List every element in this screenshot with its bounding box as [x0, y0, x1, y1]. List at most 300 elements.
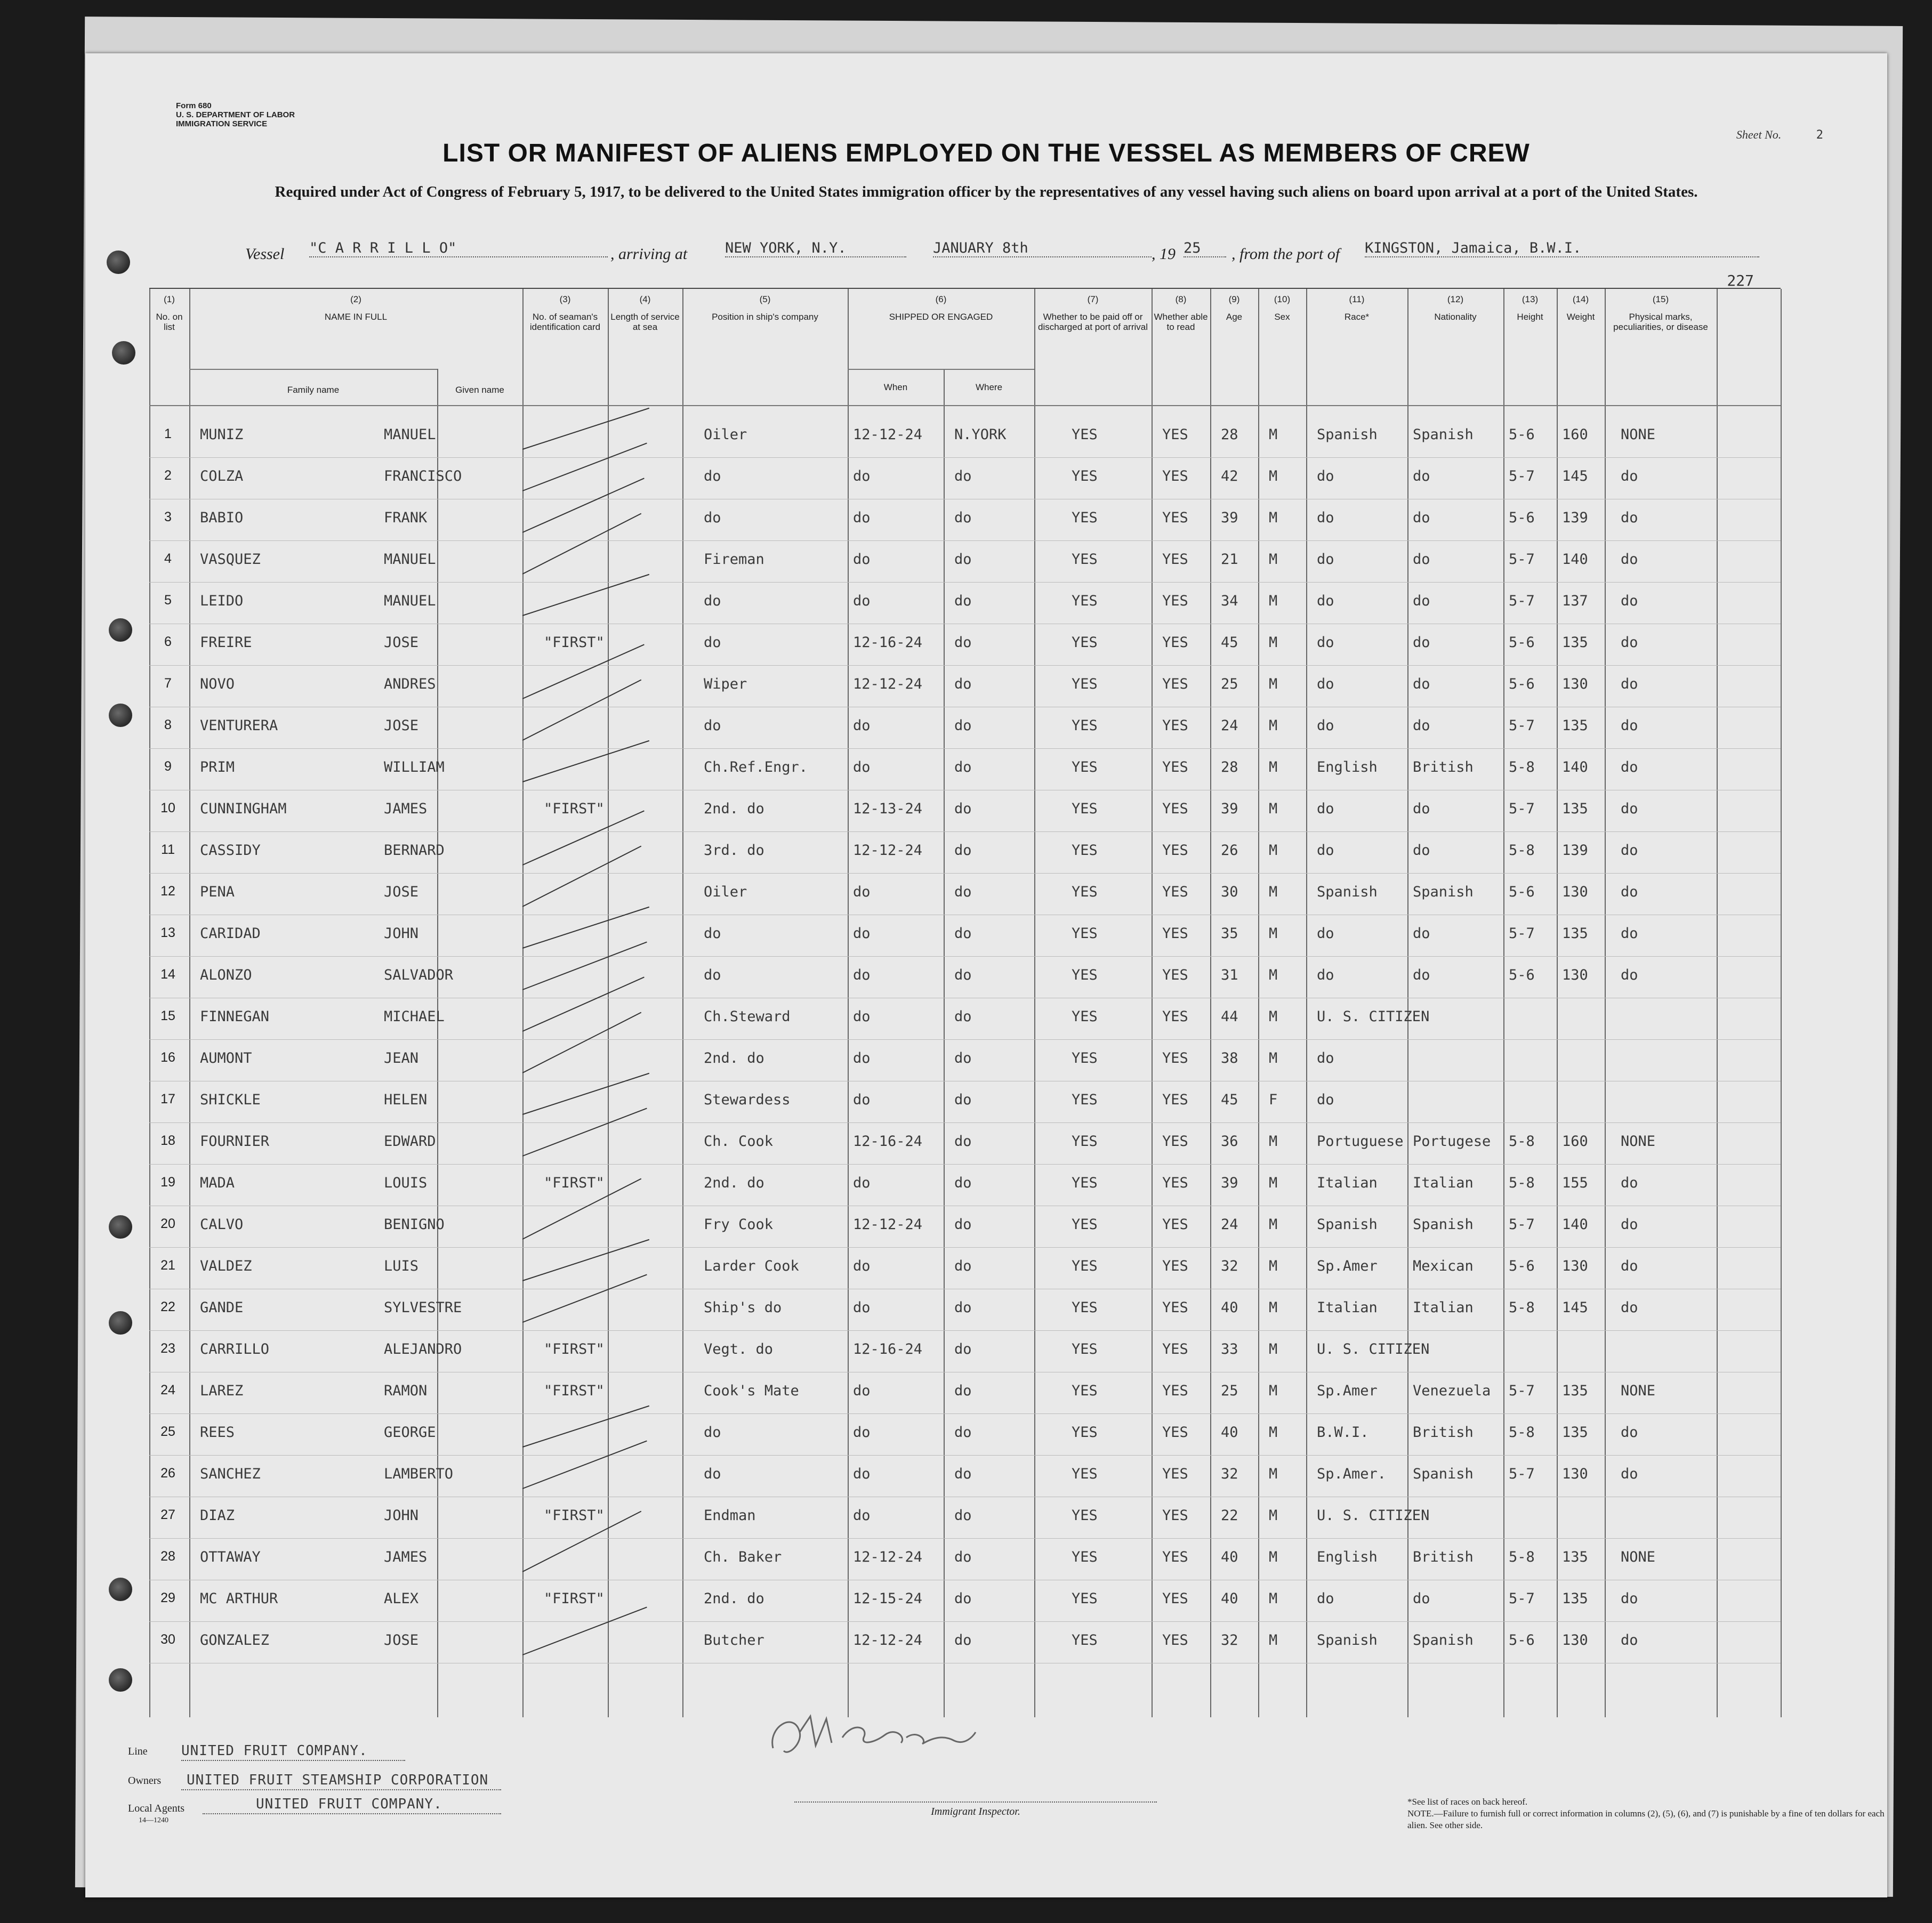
- cell-no: 1: [164, 426, 172, 441]
- cell-family: NOVO: [200, 676, 235, 692]
- cell-where: do: [954, 1383, 972, 1399]
- cell-height: 5-6: [1509, 426, 1535, 443]
- cell-no: 30: [160, 1632, 175, 1647]
- footnote-races: *See list of races on back hereof.: [1407, 1797, 1528, 1807]
- cell-marks: do: [1621, 1216, 1638, 1233]
- cell-no: 14: [160, 967, 175, 982]
- column-subheader-family: Family name: [287, 385, 340, 395]
- cell-when: 12-12-24: [853, 676, 923, 692]
- page-title: LIST OR MANIFEST OF ALIENS EMPLOYED ON THE VESSEL AS MEMBERS OF CREW: [442, 139, 1530, 167]
- agents-label: Local Agents: [128, 1803, 185, 1814]
- cell-age: 45: [1221, 1092, 1238, 1108]
- cell-when: do: [853, 925, 871, 942]
- cell-given: RAMON: [384, 1383, 428, 1399]
- cell-age: 25: [1221, 1383, 1238, 1399]
- cell-no: 29: [160, 1590, 175, 1605]
- cell-where: do: [954, 884, 972, 900]
- cell-paid: YES: [1072, 593, 1098, 609]
- cell-race: do: [1317, 593, 1334, 609]
- cell-read: YES: [1162, 510, 1188, 526]
- cell-height: 5-7: [1509, 593, 1535, 609]
- cell-card: "FIRST": [544, 1507, 605, 1524]
- cell-marks: do: [1621, 925, 1638, 942]
- cell-position: Fry Cook: [704, 1216, 774, 1233]
- column-header-read: (8) Whether able to read: [1154, 294, 1208, 332]
- cell-marks: do: [1621, 759, 1638, 775]
- vessel-label: Vessel: [245, 245, 285, 263]
- cell-weight: 135: [1562, 925, 1588, 942]
- cell-family: LAREZ: [200, 1383, 244, 1399]
- cell-card: "FIRST": [544, 1341, 605, 1358]
- table-row: [149, 542, 1781, 583]
- cell-no: 8: [164, 717, 172, 732]
- cell-when: do: [853, 884, 871, 900]
- crew-table: [149, 288, 1781, 1717]
- punch-hole: [109, 704, 132, 727]
- column-header-service: (4) Length of service at sea: [610, 294, 680, 332]
- cell-marks: do: [1621, 1590, 1638, 1607]
- cell-no: 12: [160, 884, 175, 899]
- cell-position: Stewardess: [704, 1092, 791, 1108]
- cell-age: 39: [1221, 801, 1238, 817]
- cell-where: do: [954, 1258, 972, 1274]
- cell-card: "FIRST": [544, 1383, 605, 1399]
- cell-nationality: Venezuela: [1413, 1383, 1491, 1399]
- cell-marks: NONE: [1621, 1133, 1656, 1150]
- punch-hole: [109, 1578, 132, 1601]
- cell-paid: YES: [1072, 510, 1098, 526]
- page-subtitle: Required under Act of Congress of February 5, 1917, to be delivered to the United States immigration officer by the representatives of any vessel having such aliens on board upon arrival at a port of the United States.: [275, 183, 1698, 200]
- cell-nationality: do: [1413, 925, 1430, 942]
- cell-race: do: [1317, 676, 1334, 692]
- cell-given: GEORGE: [384, 1424, 436, 1441]
- table-row: [149, 833, 1781, 874]
- cell-when: do: [853, 551, 871, 568]
- cell-nationality: Portugese: [1413, 1133, 1491, 1150]
- cell-when: do: [853, 759, 871, 775]
- cell-where: do: [954, 1299, 972, 1316]
- cell-height: 5-6: [1509, 1632, 1535, 1649]
- cell-age: 35: [1221, 925, 1238, 942]
- cell-where: do: [954, 1050, 972, 1066]
- cell-weight: 160: [1562, 426, 1588, 443]
- cell-read: YES: [1162, 1133, 1188, 1150]
- cell-position: Ch. Cook: [704, 1133, 774, 1150]
- cell-no: 7: [164, 676, 172, 691]
- cell-race: do: [1317, 551, 1334, 568]
- cell-where: do: [954, 1216, 972, 1233]
- cell-read: YES: [1162, 1466, 1188, 1482]
- cell-when: do: [853, 1092, 871, 1108]
- cell-race: English: [1317, 1549, 1378, 1565]
- cell-no: 13: [160, 925, 175, 940]
- cell-when: 12-12-24: [853, 842, 923, 859]
- cell-family: CALVO: [200, 1216, 244, 1233]
- cell-race: U. S. CITIZEN: [1317, 1507, 1430, 1524]
- cell-when: do: [853, 1258, 871, 1274]
- year-label: , 19: [1152, 245, 1176, 263]
- table-row: [149, 1581, 1781, 1622]
- cell-card: "FIRST": [544, 1175, 605, 1191]
- vessel-line: [85, 240, 1887, 272]
- cell-when: do: [853, 510, 871, 526]
- column-header-no: (1) No. on list: [156, 294, 183, 332]
- cell-nationality: do: [1413, 551, 1430, 568]
- cell-where: do: [954, 1092, 972, 1108]
- cell-no: 27: [160, 1507, 175, 1522]
- table-row: [149, 791, 1781, 833]
- cell-paid: YES: [1072, 801, 1098, 817]
- cell-height: 5-8: [1509, 1133, 1535, 1150]
- cell-where: do: [954, 1424, 972, 1441]
- cell-given: FRANK: [384, 510, 428, 526]
- cell-family: CARRILLO: [200, 1341, 270, 1358]
- cell-no: 26: [160, 1466, 175, 1481]
- cell-marks: NONE: [1621, 1549, 1656, 1565]
- cell-age: 39: [1221, 1175, 1238, 1191]
- cell-sex: M: [1269, 510, 1278, 526]
- cell-given: ANDRES: [384, 676, 436, 692]
- cell-sex: M: [1269, 1466, 1278, 1482]
- cell-weight: 130: [1562, 1632, 1588, 1649]
- cell-when: 12-16-24: [853, 1341, 923, 1358]
- cell-card: "FIRST": [544, 801, 605, 817]
- cell-age: 38: [1221, 1050, 1238, 1066]
- cell-when: do: [853, 1507, 871, 1524]
- cell-nationality: do: [1413, 510, 1430, 526]
- table-row: [149, 1456, 1781, 1498]
- cell-marks: do: [1621, 842, 1638, 859]
- cell-position: do: [704, 468, 721, 484]
- cell-age: 44: [1221, 1008, 1238, 1025]
- cell-weight: 130: [1562, 1466, 1588, 1482]
- cell-no: 16: [160, 1050, 175, 1065]
- cell-age: 32: [1221, 1466, 1238, 1482]
- cell-marks: do: [1621, 801, 1638, 817]
- cell-marks: do: [1621, 468, 1638, 484]
- cell-race: Spanish: [1317, 426, 1378, 443]
- cell-weight: 135: [1562, 1549, 1588, 1565]
- cell-paid: YES: [1072, 1632, 1098, 1649]
- cell-race: do: [1317, 1050, 1334, 1066]
- table-row: [149, 1373, 1781, 1415]
- cell-race: do: [1317, 468, 1334, 484]
- cell-given: JOSE: [384, 634, 419, 651]
- cell-marks: NONE: [1621, 1383, 1656, 1399]
- cell-age: 31: [1221, 967, 1238, 983]
- cell-weight: 139: [1562, 842, 1588, 859]
- cell-read: YES: [1162, 551, 1188, 568]
- cell-sex: M: [1269, 801, 1278, 817]
- cell-sex: M: [1269, 1133, 1278, 1150]
- cell-race: B.W.I.: [1317, 1424, 1369, 1441]
- cell-given: JOHN: [384, 1507, 419, 1524]
- table-row: [149, 1331, 1781, 1373]
- table-row: [149, 1248, 1781, 1290]
- line-value: UNITED FRUIT COMPANY.: [181, 1743, 368, 1759]
- cell-read: YES: [1162, 925, 1188, 942]
- cell-height: 5-6: [1509, 634, 1535, 651]
- cell-marks: do: [1621, 593, 1638, 609]
- cell-paid: YES: [1072, 925, 1098, 942]
- cell-weight: 130: [1562, 884, 1588, 900]
- cell-read: YES: [1162, 801, 1188, 817]
- cell-position: do: [704, 593, 721, 609]
- cell-paid: YES: [1072, 1341, 1098, 1358]
- cell-weight: 145: [1562, 1299, 1588, 1316]
- cell-no: 6: [164, 634, 172, 649]
- cell-where: do: [954, 967, 972, 983]
- cell-given: ALEJANDRO: [384, 1341, 462, 1358]
- punch-hole: [109, 1311, 132, 1335]
- cell-paid: YES: [1072, 1507, 1098, 1524]
- table-row: [149, 583, 1781, 625]
- cell-where: do: [954, 593, 972, 609]
- cell-family: MADA: [200, 1175, 235, 1191]
- cell-nationality: Italian: [1413, 1299, 1474, 1316]
- cell-read: YES: [1162, 1258, 1188, 1274]
- table-row: [149, 500, 1781, 542]
- table-row: [149, 1165, 1781, 1207]
- cell-paid: YES: [1072, 717, 1098, 734]
- list-number: 227: [1727, 272, 1754, 289]
- cell-no: 3: [164, 510, 172, 524]
- column-header-marks: (15) Physical marks, peculiarities, or disease: [1613, 294, 1708, 332]
- table-row: [149, 666, 1781, 708]
- cell-sex: M: [1269, 634, 1278, 651]
- column-header-name: (2) NAME IN FULL: [324, 294, 388, 322]
- column-header-shipped: (6) SHIPPED OR ENGAGED: [889, 294, 993, 322]
- cell-where: do: [954, 1133, 972, 1150]
- cell-age: 24: [1221, 717, 1238, 734]
- cell-sex: M: [1269, 842, 1278, 859]
- sheet-number-label: Sheet No.: [1736, 128, 1782, 141]
- cell-weight: 160: [1562, 1133, 1588, 1150]
- table-row: [149, 1082, 1781, 1124]
- cell-height: 5-6: [1509, 510, 1535, 526]
- cell-position: 2nd. do: [704, 801, 764, 817]
- cell-sex: M: [1269, 1050, 1278, 1066]
- cell-race: do: [1317, 925, 1334, 942]
- cell-height: 5-7: [1509, 801, 1535, 817]
- cell-sex: M: [1269, 1175, 1278, 1191]
- cell-nationality: British: [1413, 1549, 1474, 1565]
- cell-sex: M: [1269, 676, 1278, 692]
- column-header-sex: (10) Sex: [1274, 294, 1291, 322]
- column-header-nationality: (12) Nationality: [1434, 294, 1477, 322]
- cell-nationality: do: [1413, 468, 1430, 484]
- cell-nationality: do: [1413, 676, 1430, 692]
- cell-when: do: [853, 1050, 871, 1066]
- cell-position: do: [704, 717, 721, 734]
- table-row: [149, 1415, 1781, 1456]
- cell-given: JAMES: [384, 801, 428, 817]
- cell-family: PRIM: [200, 759, 235, 775]
- cell-where: N.YORK: [954, 426, 1007, 443]
- cell-given: SALVADOR: [384, 967, 454, 983]
- cell-family: REES: [200, 1424, 235, 1441]
- cell-marks: do: [1621, 1299, 1638, 1316]
- cell-nationality: do: [1413, 801, 1430, 817]
- manifest-page: [85, 53, 1887, 1897]
- cell-nationality: Spanish: [1413, 426, 1474, 443]
- table-row: [149, 458, 1781, 500]
- cell-nationality: do: [1413, 593, 1430, 609]
- cell-age: 36: [1221, 1133, 1238, 1150]
- cell-height: 5-7: [1509, 1466, 1535, 1482]
- cell-family: FOURNIER: [200, 1133, 270, 1150]
- cell-when: 12-13-24: [853, 801, 923, 817]
- cell-paid: YES: [1072, 759, 1098, 775]
- cell-nationality: do: [1413, 634, 1430, 651]
- footer: [128, 1743, 1885, 1876]
- cell-weight: 130: [1562, 967, 1588, 983]
- service-name: IMMIGRATION SERVICE: [176, 119, 268, 128]
- cell-when: do: [853, 468, 871, 484]
- cell-read: YES: [1162, 1507, 1188, 1524]
- cell-read: YES: [1162, 1175, 1188, 1191]
- cell-given: BERNARD: [384, 842, 445, 859]
- cell-weight: 140: [1562, 1216, 1588, 1233]
- cell-age: 42: [1221, 468, 1238, 484]
- cell-race: do: [1317, 842, 1334, 859]
- cell-read: YES: [1162, 717, 1188, 734]
- cell-height: 5-7: [1509, 551, 1535, 568]
- cell-given: JAMES: [384, 1549, 428, 1565]
- cell-sex: M: [1269, 1507, 1278, 1524]
- cell-weight: 135: [1562, 1590, 1588, 1607]
- cell-paid: YES: [1072, 1549, 1098, 1565]
- vessel-name: "C A R R I L L O": [309, 240, 608, 257]
- cell-read: YES: [1162, 1092, 1188, 1108]
- cell-height: 5-7: [1509, 717, 1535, 734]
- cell-read: YES: [1162, 1424, 1188, 1441]
- cell-read: YES: [1162, 842, 1188, 859]
- cell-no: 2: [164, 468, 172, 483]
- cell-race: Sp.Amer: [1317, 1258, 1378, 1274]
- cell-paid: YES: [1072, 967, 1098, 983]
- cell-position: Cook's Mate: [704, 1383, 799, 1399]
- cell-family: CASSIDY: [200, 842, 261, 859]
- cell-where: do: [954, 468, 972, 484]
- column-header-position: (5) Position in ship's company: [712, 294, 818, 322]
- cell-where: do: [954, 1175, 972, 1191]
- table-row: [149, 1290, 1781, 1331]
- table-row: [149, 1124, 1781, 1165]
- cell-weight: 140: [1562, 759, 1588, 775]
- cell-height: 5-7: [1509, 1216, 1535, 1233]
- table-row: [149, 708, 1781, 749]
- cell-height: 5-7: [1509, 925, 1535, 942]
- owners-value: UNITED FRUIT STEAMSHIP CORPORATION: [187, 1772, 489, 1788]
- cell-read: YES: [1162, 634, 1188, 651]
- cell-sex: M: [1269, 925, 1278, 942]
- cell-position: 3rd. do: [704, 842, 764, 859]
- cell-given: ALEX: [384, 1590, 419, 1607]
- cell-family: ALONZO: [200, 967, 252, 983]
- cell-where: do: [954, 1507, 972, 1524]
- table-row: [149, 1040, 1781, 1082]
- cell-read: YES: [1162, 1383, 1188, 1399]
- cell-marks: do: [1621, 510, 1638, 526]
- cell-position: Oiler: [704, 884, 747, 900]
- column-subheader-given: Given name: [455, 385, 504, 395]
- cell-sex: M: [1269, 426, 1278, 443]
- cell-height: 5-8: [1509, 1424, 1535, 1441]
- cell-no: 20: [160, 1216, 175, 1231]
- cell-sex: M: [1269, 1216, 1278, 1233]
- cell-family: VALDEZ: [200, 1258, 252, 1274]
- punch-hole: [109, 618, 132, 642]
- cell-given: JOSE: [384, 884, 419, 900]
- cell-when: do: [853, 593, 871, 609]
- sheet-number-value: 2: [1816, 128, 1823, 142]
- table-row: [149, 417, 1781, 458]
- cell-where: do: [954, 1549, 972, 1565]
- cell-height: 5-6: [1509, 884, 1535, 900]
- cell-weight: 130: [1562, 676, 1588, 692]
- cell-where: do: [954, 717, 972, 734]
- cell-read: YES: [1162, 1549, 1188, 1565]
- cell-weight: 130: [1562, 1258, 1588, 1274]
- cell-sex: M: [1269, 759, 1278, 775]
- cell-paid: YES: [1072, 1133, 1098, 1150]
- cell-race: U. S. CITIZEN: [1317, 1008, 1430, 1025]
- cell-when: 12-12-24: [853, 426, 923, 443]
- column-header-height: (13) Height: [1517, 294, 1543, 322]
- cell-sex: M: [1269, 717, 1278, 734]
- cell-given: HELEN: [384, 1092, 428, 1108]
- cell-read: YES: [1162, 1341, 1188, 1358]
- cell-nationality: Spanish: [1413, 1466, 1474, 1482]
- cell-no: 10: [160, 801, 175, 815]
- cell-race: U. S. CITIZEN: [1317, 1341, 1430, 1358]
- cell-weight: 135: [1562, 634, 1588, 651]
- cell-weight: 145: [1562, 468, 1588, 484]
- cell-when: 12-12-24: [853, 1549, 923, 1565]
- cell-given: JEAN: [384, 1050, 419, 1066]
- cell-marks: NONE: [1621, 426, 1656, 443]
- cell-sex: M: [1269, 1632, 1278, 1649]
- cell-race: Sp.Amer: [1317, 1383, 1378, 1399]
- cell-position: 2nd. do: [704, 1175, 764, 1191]
- cell-position: do: [704, 510, 721, 526]
- cell-sex: M: [1269, 1258, 1278, 1274]
- cell-sex: M: [1269, 1299, 1278, 1316]
- cell-paid: YES: [1072, 884, 1098, 900]
- cell-weight: 139: [1562, 510, 1588, 526]
- from-port: KINGSTON, Jamaica, B.W.I.: [1365, 240, 1759, 257]
- cell-family: FREIRE: [200, 634, 252, 651]
- cell-when: 12-16-24: [853, 634, 923, 651]
- cell-read: YES: [1162, 967, 1188, 983]
- cell-age: 25: [1221, 676, 1238, 692]
- cell-position: Ship's do: [704, 1299, 782, 1316]
- cell-given: WILLIAM: [384, 759, 445, 775]
- cell-paid: YES: [1072, 634, 1098, 651]
- cell-when: 12-12-24: [853, 1216, 923, 1233]
- cell-height: 5-8: [1509, 759, 1535, 775]
- cell-paid: YES: [1072, 1092, 1098, 1108]
- cell-sex: M: [1269, 1341, 1278, 1358]
- column-header-race: (11) Race*: [1344, 294, 1370, 322]
- cell-family: MC ARTHUR: [200, 1590, 278, 1607]
- cell-paid: YES: [1072, 1299, 1098, 1316]
- cell-paid: YES: [1072, 842, 1098, 859]
- cell-where: do: [954, 510, 972, 526]
- cell-position: do: [704, 925, 721, 942]
- cell-read: YES: [1162, 426, 1188, 443]
